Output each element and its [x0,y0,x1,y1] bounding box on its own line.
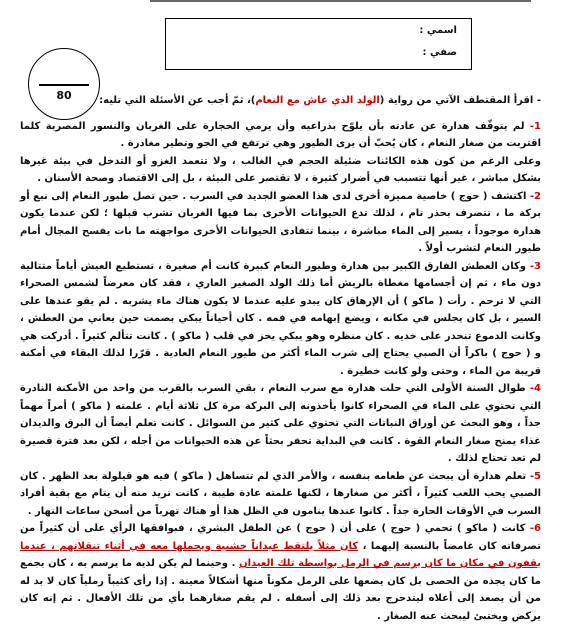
section-text: وعلى الرغم من كون هذه الكائنات ضئيلة الحجم في الغالب ، ولا تتعمد الغزو أو التدخل في بيئة غيرها بشكل مباشر ، غير أنها تتسبب في أضرار كثيرة ، لا تقتصر على البيئة ، بل إلى الاقتصاد وصحة الأسنان . [20,155,541,184]
section-number: 3- [529,260,541,272]
section-1-extra [20,153,541,188]
section-text: كانت ( ماكو ) تحمي ( حوج ) على أن ( حوج ) عن الطفل البشري ، فبوافقها الرأي على أن كثيراً من تصرفاته كان غامضاً بالنسبة إليهما ، [20,523,542,552]
section-number: 5- [529,470,541,482]
instruction [20,92,541,110]
section-text: طوال السنة الأولى التي حلت هدارة مع سرب النعام ، بقي السرب بالقرب من واحد من الأمكنة النادرة التي تحتوي على الماء في الصحراء كانوا يأخذونه إلى البركة مرة كل ثلاثة أيام . علمته ( ماكو ) أمراً مهماً جداً ، وهو البحث عن أوراق النباتات التي تحتوي على كثير من السوائل . كانت تعلم أيضاً أن البرق والديدان غذاء يمنح صغار النعام القوة . كانت في البداية تحفر بحثاً عن هذه الحيوانات من أجله ، لكن بعد فترة قصيرة لم تعد تحتاج لذلك . [20,383,541,464]
section-4 [20,380,541,468]
instruction-prefix: - اقرأ المقتطف الآتي من رواية ( [379,95,541,106]
section-text: . وحينما لم يكن لديه ما يرسم به ، كان يجمع ما كان يجده من الحصى بل كان يضعها على الرمل مكوناً منها أشكالاً معينة . إذا رأى كثيباً رملياً كان لا بد له من أن يصعد إلى أعلاه ليتدحرج بعد ذلك إلى أسفله . لم يقم صغارهما بأي من تلك الأفعال . ثم إنه كان يركض ويختبئ ليبحث عنه الصغار . [20,558,541,622]
section-2 [20,188,541,258]
class-label: صفي : [422,47,457,58]
student-info-box [165,18,472,70]
section-number: 4- [529,383,541,394]
section-1 [20,118,541,153]
section-number: 2- [529,190,541,202]
section-text: اكتشف ( حوج ) خاصية مميزة أخرى لدى هذا العضو الجديد في السرب . حين تصل طيور النعام إلى نبع أو بركة ما ، تتصرف بحذر تام ، لذلك تدع الحيوانات الأخرى بما فيها الغربان تشرب قبلها ؛ لكن عندما يكون هدارة موجوداً ، يسير إلى الماء مباشرة ، بينما تتفادى الحيوانات الأخرى مواجهته ما بات يفسح المجال أمام طيور النعام لتشرب أولاً . [20,190,541,254]
section-5 [20,468,541,521]
reading-passage [20,92,541,625]
top-divider [150,0,531,2]
highlighted-text: كان مثلاً يلتقط عيداناً خشبية ويحملها معه في أثناء تنقلاتهم ، عندما يقفون في مكان ما كان يرسم في الرمل بواسطة تلك العيدان [20,540,541,569]
section-6 [20,520,541,625]
instruction-suffix: )، ثمّ أجب عن الأسئلة التي تليه: [99,95,256,106]
section-number: 1- [529,120,541,132]
section-text: تعلم هدارة أن يبحث عن طعامه بنفسه ، والأمر الذي لم تتساهل ( ماكو ) فيه هو قيلولة بعد الظهر . كان الصبي يحب اللعب كثيراً ، أكثر من صغارها ، لكنها علمته عادة طيبة ، كانت تريد منه أن يتام مع بقية أفراد السرب في الأوقات الحارة جداً . كانوا عندها ينامون في الظل هذا أو هناك تهرباً من أسخن ساعات النهار . [20,470,541,517]
section-text: لم يتوقّف هدارة عن عادته بأن يلوّح بذراعيه وأن يرمي الحجارة على الغربان والنسور المصرية كلما اقتربت من صغار النعام ، كان يُحبّ أن يرى الطيور وهي ترتفع في الجو وتطير مغادرة . [20,120,541,149]
novel-title: الولد الذي عاش مع النعام [255,95,380,106]
score-value: 80 [56,89,72,102]
section-number: 6- [529,523,541,534]
score-divider [39,84,89,86]
section-text: وكان العطش الفارق الكبير بين هدارة وطيور النعام كبيرة كانت أم صغيرة ، تستطيع العيش أياماً متتالية دون ماء ، ثم إن أجسامها مغطاة بالريش أما ذلك الولد الصغير العاري ، فقد كان معرضاً لشمس الصحراء التي لا ترحم . رأت ( ماكو ) أن الإرهاق كان يبدو عليه عندما لا يكون هناك ماء يشربه . لم يقو عندها على السير ، بل كان يجلس في مكانه ، ويضع إبهامه في فمه . كان أحياناً يبكي بصمت حين يعاني من العطش ، وكانت الدموع تنحدر على خديه . كان منظره وهو يبكي يحز في قلب ( ماكو ) . كانت تتألم كثيراً . أدركت هي و ( حوج ) باكراً أن الصبي يحتاج إلى شرب الماء أكثر من طيور النعام العادية . قرّرا لذلك البقاء في أمكنة قريبة من الماء ، وحتى ولو كانت خطيرة . [20,260,541,377]
name-label: اسمي : [419,25,457,36]
section-3 [20,258,541,381]
